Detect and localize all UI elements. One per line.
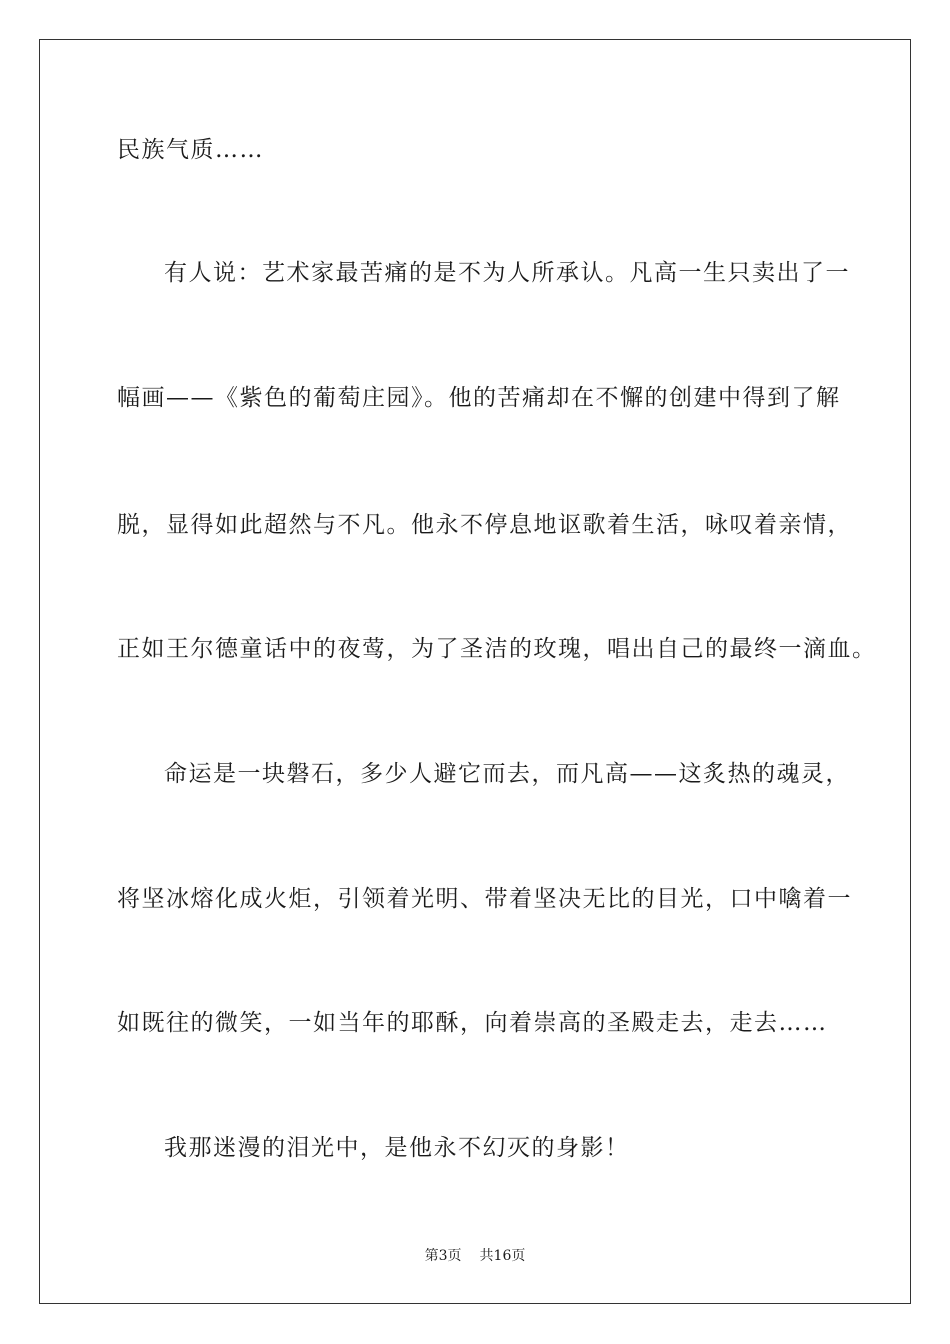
page-footer (0, 1247, 950, 1265)
text-line-5: 正如王尔德童话中的夜莺，为了圣洁的玫瑰，唱出自己的最终一滴血。 (117, 636, 877, 662)
text-line-8: 如既往的微笑，一如当年的耶酥，向着崇高的圣殿走去，走去…… (117, 1010, 828, 1036)
text-line-6: 命运是一块磐石，多少人避它而去，而凡高——这炙热的魂灵， (164, 761, 850, 787)
page-number: 第3页 (424, 1248, 462, 1264)
page-total: 共16页 (479, 1248, 526, 1264)
text-line-2: 有人说：艺术家最苦痛的是不为人所承认。凡高一生只卖出了一 (164, 260, 850, 286)
text-line-7: 将坚冰熔化成火炬，引领着光明、带着坚决无比的目光，口中噙着一 (117, 886, 852, 912)
text-line-1: 民族气质…… (117, 137, 264, 163)
text-line-9: 我那迷漫的泪光中，是他永不幻灭的身影！ (164, 1135, 630, 1161)
page-border (39, 39, 911, 1304)
text-line-3: 幅画——《紫色的葡萄庄园》。他的苦痛却在不懈的创建中得到了解 (117, 385, 841, 411)
text-line-4: 脱，显得如此超然与不凡。他永不停息地讴歌着生活，咏叹着亲情， (117, 512, 852, 538)
